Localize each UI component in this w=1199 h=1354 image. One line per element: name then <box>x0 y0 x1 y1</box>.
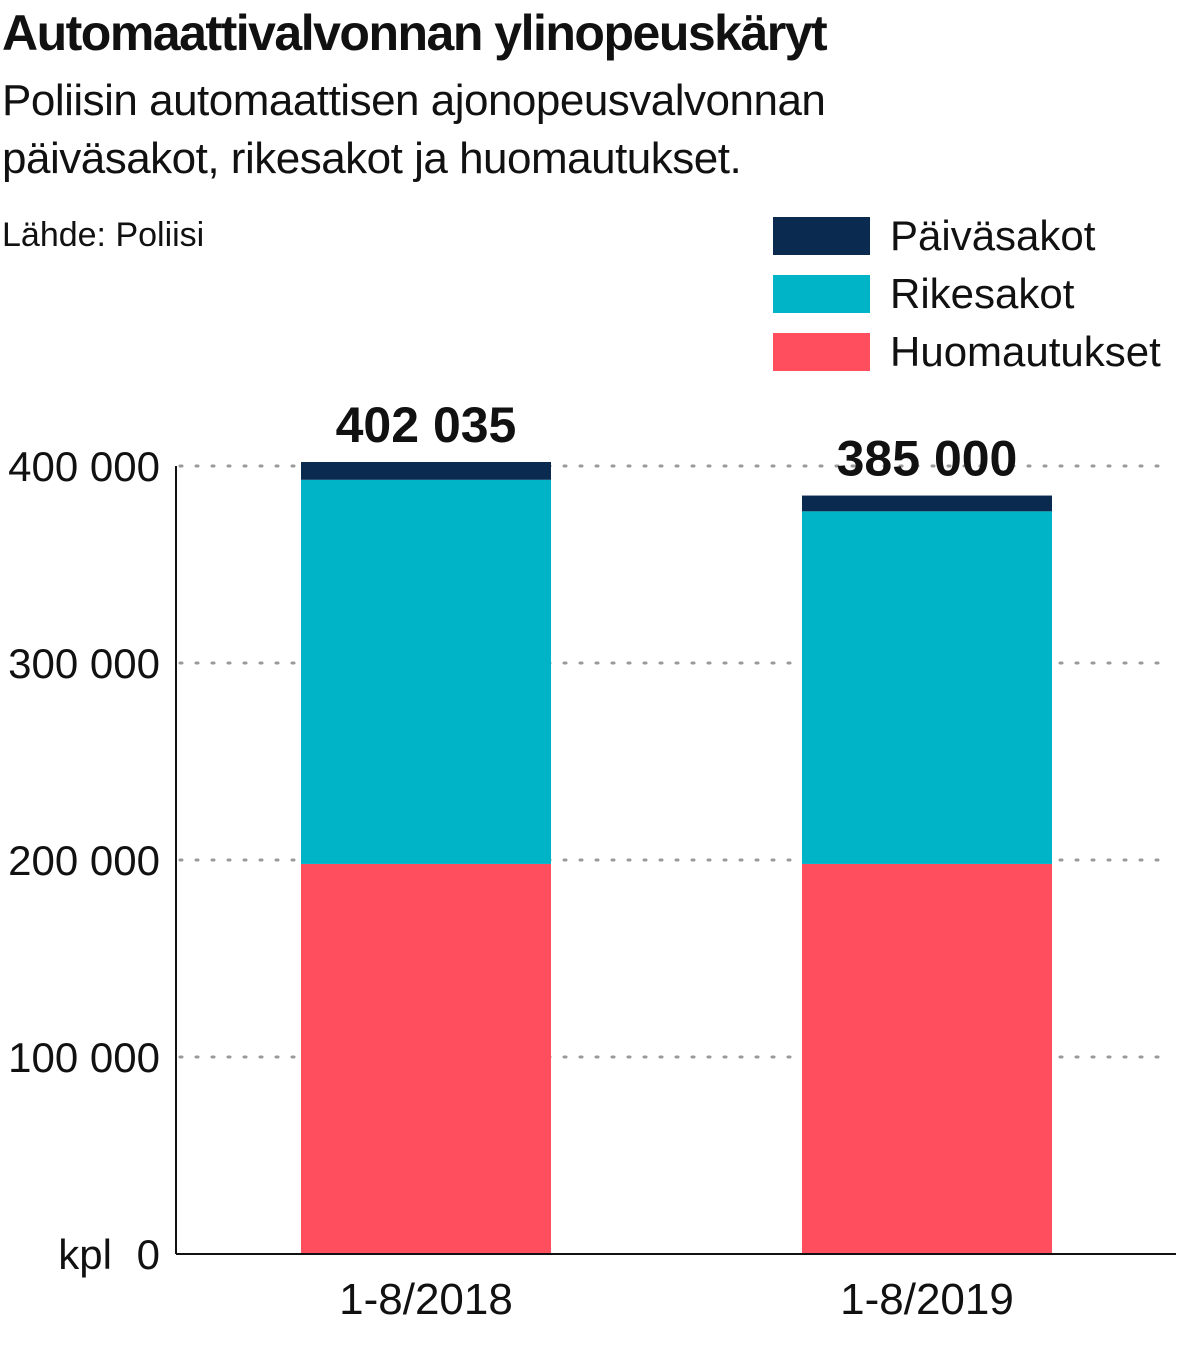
y-tick-label-100000: 100 000 <box>8 1034 160 1081</box>
source-note: Lähde: Poliisi <box>2 216 205 254</box>
bar-segment-päiväsakot-1 <box>802 496 1052 512</box>
x-tick-label-0: 1-8/2018 <box>339 1275 513 1324</box>
bar-total-label-0: 402 035 <box>335 396 517 453</box>
y-tick-label-0: 0 <box>136 1231 160 1278</box>
y-tick-label-400000: 400 000 <box>8 443 160 490</box>
chart-subtitle: Poliisin automaattisen ajonopeusvalvonnan päiväsakot, rikesakot ja huomautukset. <box>2 76 826 183</box>
bar-segment-huomautukset-0 <box>301 864 551 1254</box>
bar-segment-päiväsakot-0 <box>301 462 551 480</box>
x-tick-label-1: 1-8/2019 <box>840 1275 1014 1324</box>
legend-label-paivasakot: Päiväsakot <box>890 212 1096 259</box>
y-axis-unit-label: kpl <box>58 1231 112 1278</box>
legend-label-rikesakot: Rikesakot <box>890 270 1075 317</box>
legend-label-huomautukset: Huomautukset <box>890 328 1161 375</box>
bar-segment-rikesakot-0 <box>301 480 551 864</box>
bar-segment-rikesakot-1 <box>802 511 1052 864</box>
bar-total-label-1: 385 000 <box>836 430 1018 487</box>
chart-title: Automaattivalvonnan ylinopeuskäryt <box>2 5 827 61</box>
y-tick-label-200000: 200 000 <box>8 837 160 884</box>
bar-segment-huomautukset-1 <box>802 864 1052 1254</box>
bars <box>301 462 1052 1254</box>
y-tick-label-300000: 300 000 <box>8 640 160 687</box>
